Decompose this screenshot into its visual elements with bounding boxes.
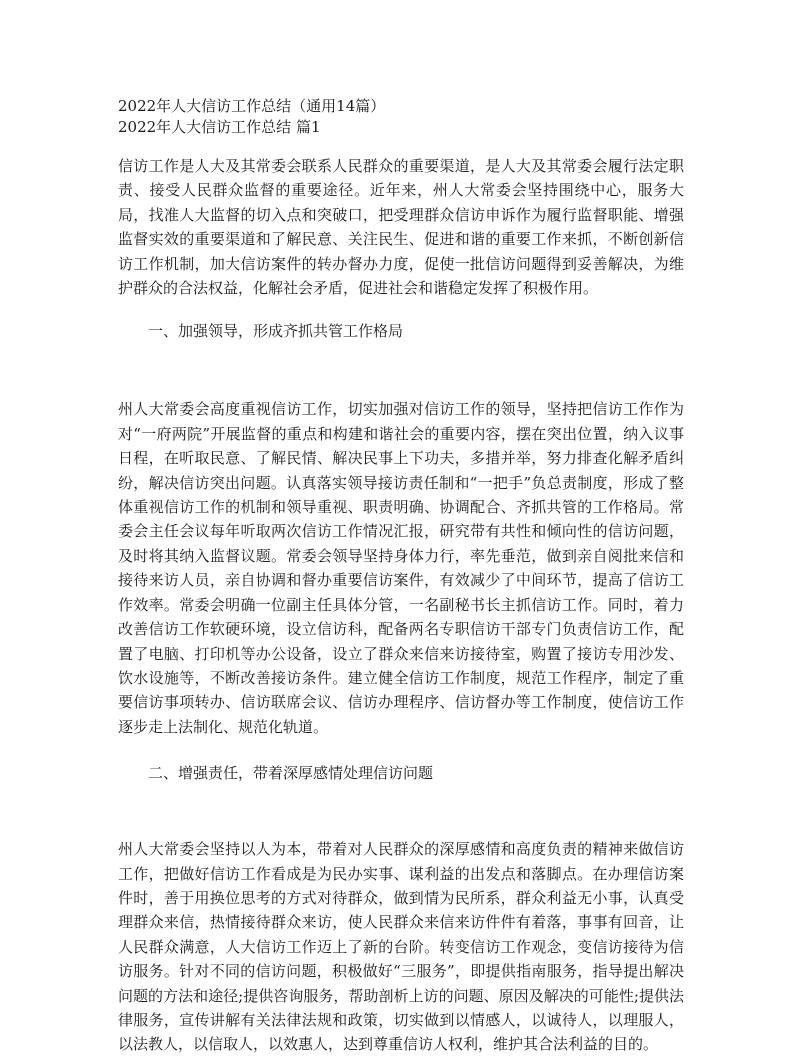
section-body-2: 州人大常委会坚持以人为本，带着对人民群众的深厚感情和高度负责的精神来做信访工作，把做好信访工作看成是为民办实事、谋利益的出发点和落脚点。在办理信访案件时，善于用换位思考的方式对待群众，做到情为民所系，群众利益无小事，认真受理群众来信，热情接待群众来访，使人民群众来信来访件件有着落，事事有回音，让人民群众满意，人大信访工作迈上了新的台阶。转变信访工作观念，变信访接待为信访服务。针对不同的信访问题，积极做好“三服务”，即提供指南服务，指导提出解决问题的方法和途径;提供咨询服务，帮助剖析上访的问题、原因及解决的可能性;提供法律服务，宣传讲解有关法律法规和政策，切实做到以情感人，以诚待人，以理服人，以法教人，以信取人，以效惠人，达到尊重信访人权利，维护其合法利益的目的。 bbox=[118, 840, 684, 1054]
document-subtitle: 2022年人大信访工作总结 篇1 bbox=[118, 118, 321, 136]
document-page bbox=[118, 96, 684, 1057]
section-heading-1: 一、加强领导，形成齐抓共管工作格局 bbox=[148, 322, 404, 341]
section-heading-2: 二、增强责任，带着深厚感情处理信访问题 bbox=[148, 764, 434, 783]
intro-paragraph: 信访工作是人大及其常委会联系人民群众的重要渠道，是人大及其常委会履行法定职责、接受人民群众监督的重要途径。近年来，州人大常委会坚持围绕中心，服务大局，找准人大监督的切入点和突破口，把受理群众信访申诉作为履行监督职能、增强监督实效的重要渠道和了解民意、关注民生、促进和谐的重要工作来抓，不断创新信访工作机制，加大信访案件的转办督办力度，促使一批信访问题得到妥善解决，为维护群众的合法权益，化解社会矛盾，促进社会和谐稳定发挥了积极作用。 bbox=[118, 157, 684, 298]
document-title: 2022年人大信访工作总结（通用14篇） bbox=[118, 97, 386, 115]
section-body-1: 州人大常委会高度重视信访工作，切实加强对信访工作的领导，坚持把信访工作作为对“一府两院”开展监督的重点和构建和谐社会的重要内容，摆在突出位置，纳入议事日程，在听取民意、了解民情、解决民事上下功夫，多措并举，努力排查化解矛盾纠纷，解决信访突出问题。认真落实领导接访责任制和“一把手”负总责制度，形成了整体重视信访工作的机制和领导重视、职责明确、协调配合、齐抓共管的工作格局。常委会主任会议每年听取两次信访工作情况汇报，研究带有共性和倾向性的信访问题，及时将其纳入监督议题。常委会领导坚持身体力行，率先垂范，做到亲自阅批来信和接待来访人员，亲自协调和督办重要信访案件，有效减少了中间环节，提高了信访工作效率。常委会明确一位副主任具体分管，一名副秘书长主抓信访工作。同时，着力改善信访工作软硬环境，设立信访科，配备两名专职信访干部专门负责信访工作，配置了电脑、打印机等办公设备，设立了群众来信来访接待室，购置了接访专用沙发、饮水设施等，不断改善接访条件。建立健全信访工作制度，规范工作程序，制定了重要信访事项转办、信访联席会议、信访办理程序、信访督办等工作制度，使信访工作逐步走上法制化、规范化轨道。 bbox=[118, 400, 684, 736]
